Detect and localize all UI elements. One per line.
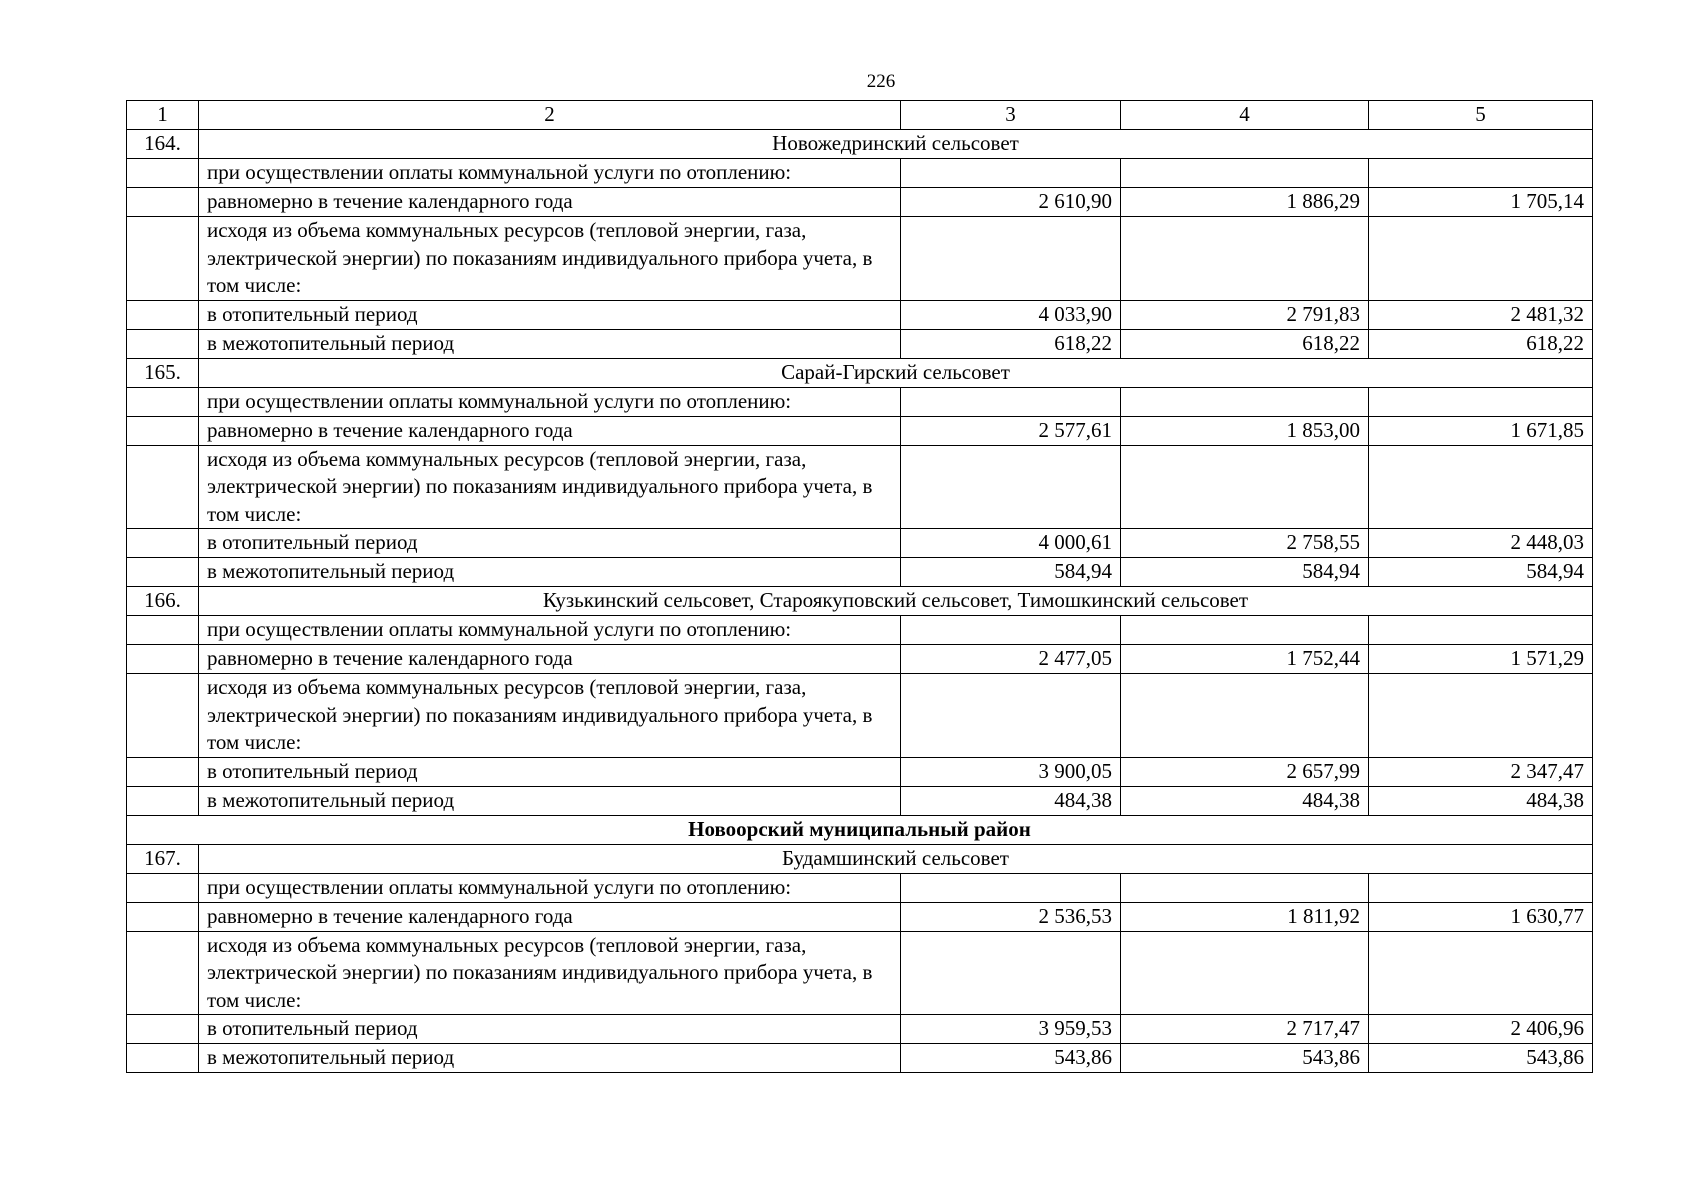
value-col-4: 584,94 [1121, 558, 1369, 587]
row-number-empty [127, 300, 199, 329]
value-col-4: 2 791,83 [1121, 300, 1369, 329]
row-label: в межотопительный период [199, 329, 901, 358]
value-col-3: 2 477,05 [901, 645, 1121, 674]
header-cell-4: 4 [1121, 101, 1369, 130]
header-cell-1: 1 [127, 101, 199, 130]
value-col-4 [1121, 217, 1369, 301]
row-label: в отопительный период [199, 1015, 901, 1044]
table-row [127, 558, 1593, 587]
table-row [127, 931, 1593, 1015]
row-label: в межотопительный период [199, 558, 901, 587]
table-row [127, 1015, 1593, 1044]
row-number: 164. [127, 130, 199, 159]
row-number-empty [127, 674, 199, 758]
value-col-5: 1 705,14 [1369, 188, 1593, 217]
value-col-5: 543,86 [1369, 1044, 1593, 1073]
value-col-3: 584,94 [901, 558, 1121, 587]
value-col-3: 3 900,05 [901, 757, 1121, 786]
row-label: в межотопительный период [199, 786, 901, 815]
table-row [127, 445, 1593, 529]
value-col-5: 484,38 [1369, 786, 1593, 815]
row-number-empty [127, 445, 199, 529]
row-number-empty [127, 1044, 199, 1073]
value-col-4 [1121, 873, 1369, 902]
section-row [127, 130, 1593, 159]
value-col-3 [901, 445, 1121, 529]
value-col-4: 2 717,47 [1121, 1015, 1369, 1044]
row-number-empty [127, 757, 199, 786]
table-row [127, 300, 1593, 329]
row-number-empty [127, 902, 199, 931]
value-col-4: 1 886,29 [1121, 188, 1369, 217]
value-col-3: 4 033,90 [901, 300, 1121, 329]
value-col-5: 1 671,85 [1369, 416, 1593, 445]
value-col-5: 618,22 [1369, 329, 1593, 358]
section-row [127, 587, 1593, 616]
value-col-5: 1 630,77 [1369, 902, 1593, 931]
value-col-4: 543,86 [1121, 1044, 1369, 1073]
table-row [127, 616, 1593, 645]
value-col-4 [1121, 616, 1369, 645]
value-col-5 [1369, 387, 1593, 416]
value-col-5: 2 448,03 [1369, 529, 1593, 558]
value-col-3 [901, 674, 1121, 758]
section-row [127, 358, 1593, 387]
header-cell-5: 5 [1369, 101, 1593, 130]
page-number: 226 [866, 71, 896, 92]
row-number-empty [127, 1015, 199, 1044]
value-col-4: 618,22 [1121, 329, 1369, 358]
table-row [127, 1044, 1593, 1073]
table-row [127, 786, 1593, 815]
value-col-3: 543,86 [901, 1044, 1121, 1073]
value-col-4 [1121, 387, 1369, 416]
value-col-3 [901, 616, 1121, 645]
row-number-empty [127, 873, 199, 902]
row-label: равномерно в течение календарного года [199, 902, 901, 931]
table-row [127, 873, 1593, 902]
value-col-4 [1121, 931, 1369, 1015]
value-col-3 [901, 873, 1121, 902]
value-col-5 [1369, 445, 1593, 529]
district-row [127, 815, 1593, 844]
table-row [127, 159, 1593, 188]
value-col-5 [1369, 217, 1593, 301]
section-title: Сарай-Гирский сельсовет [199, 358, 1593, 387]
value-col-5 [1369, 931, 1593, 1015]
value-col-4: 484,38 [1121, 786, 1369, 815]
value-col-4: 1 853,00 [1121, 416, 1369, 445]
row-label: равномерно в течение календарного года [199, 188, 901, 217]
value-col-4: 1 811,92 [1121, 902, 1369, 931]
district-title: Новоорский муниципальный район [127, 815, 1593, 844]
header-row [127, 101, 1593, 130]
row-label: при осуществлении оплаты коммунальной услуги по отоплению: [199, 873, 901, 902]
row-number-empty [127, 786, 199, 815]
row-number: 165. [127, 358, 199, 387]
row-number: 166. [127, 587, 199, 616]
value-col-3 [901, 387, 1121, 416]
table-row [127, 188, 1593, 217]
value-col-5 [1369, 674, 1593, 758]
value-col-3: 2 536,53 [901, 902, 1121, 931]
row-label: в отопительный период [199, 529, 901, 558]
table-row [127, 217, 1593, 301]
section-row [127, 844, 1593, 873]
table-row [127, 902, 1593, 931]
value-col-5: 584,94 [1369, 558, 1593, 587]
row-number-empty [127, 188, 199, 217]
value-col-5: 1 571,29 [1369, 645, 1593, 674]
row-number-empty [127, 616, 199, 645]
row-number-empty [127, 217, 199, 301]
row-label: в межотопительный период [199, 1044, 901, 1073]
table-row [127, 529, 1593, 558]
value-col-5: 2 347,47 [1369, 757, 1593, 786]
value-col-3 [901, 217, 1121, 301]
row-label: исходя из объема коммунальных ресурсов (тепловой энергии, газа, электрической энергии) по показаниям индивидуального прибора учета, в том числе: [199, 674, 901, 758]
row-number-empty [127, 329, 199, 358]
value-col-5 [1369, 873, 1593, 902]
row-label: при осуществлении оплаты коммунальной услуги по отоплению: [199, 159, 901, 188]
row-number: 167. [127, 844, 199, 873]
section-title: Будамшинский сельсовет [199, 844, 1593, 873]
table-row [127, 387, 1593, 416]
value-col-5: 2 481,32 [1369, 300, 1593, 329]
value-col-3: 4 000,61 [901, 529, 1121, 558]
row-label: при осуществлении оплаты коммунальной услуги по отоплению: [199, 616, 901, 645]
value-col-5 [1369, 616, 1593, 645]
row-number-empty [127, 529, 199, 558]
row-label: исходя из объема коммунальных ресурсов (тепловой энергии, газа, электрической энергии) по показаниям индивидуального прибора учета, в том числе: [199, 445, 901, 529]
header-cell-2: 2 [199, 101, 901, 130]
row-label: при осуществлении оплаты коммунальной услуги по отоплению: [199, 387, 901, 416]
section-title: Кузькинский сельсовет, Староякуповский сельсовет, Тимошкинский сельсовет [199, 587, 1593, 616]
value-col-3: 2 610,90 [901, 188, 1121, 217]
value-col-4: 2 758,55 [1121, 529, 1369, 558]
value-col-3: 3 959,53 [901, 1015, 1121, 1044]
row-number-empty [127, 159, 199, 188]
row-number-empty [127, 416, 199, 445]
table-row [127, 757, 1593, 786]
value-col-4 [1121, 445, 1369, 529]
value-col-3: 484,38 [901, 786, 1121, 815]
row-label: в отопительный период [199, 757, 901, 786]
tariff-table [126, 100, 1593, 1073]
section-title: Новожедринский сельсовет [199, 130, 1593, 159]
value-col-3 [901, 159, 1121, 188]
row-label: равномерно в течение календарного года [199, 416, 901, 445]
row-number-empty [127, 387, 199, 416]
value-col-4 [1121, 159, 1369, 188]
value-col-5 [1369, 159, 1593, 188]
table-row [127, 674, 1593, 758]
table-row [127, 645, 1593, 674]
header-cell-3: 3 [901, 101, 1121, 130]
table-row [127, 329, 1593, 358]
row-label: исходя из объема коммунальных ресурсов (тепловой энергии, газа, электрической энергии) по показаниям индивидуального прибора учета, в том числе: [199, 931, 901, 1015]
row-label: исходя из объема коммунальных ресурсов (тепловой энергии, газа, электрической энергии) по показаниям индивидуального прибора учета, в том числе: [199, 217, 901, 301]
row-number-empty [127, 558, 199, 587]
row-label: равномерно в течение календарного года [199, 645, 901, 674]
value-col-3 [901, 931, 1121, 1015]
value-col-4: 1 752,44 [1121, 645, 1369, 674]
table-row [127, 416, 1593, 445]
row-label: в отопительный период [199, 300, 901, 329]
value-col-4 [1121, 674, 1369, 758]
value-col-3: 2 577,61 [901, 416, 1121, 445]
value-col-3: 618,22 [901, 329, 1121, 358]
row-number-empty [127, 931, 199, 1015]
table-body [127, 101, 1593, 1073]
value-col-4: 2 657,99 [1121, 757, 1369, 786]
row-number-empty [127, 645, 199, 674]
value-col-5: 2 406,96 [1369, 1015, 1593, 1044]
